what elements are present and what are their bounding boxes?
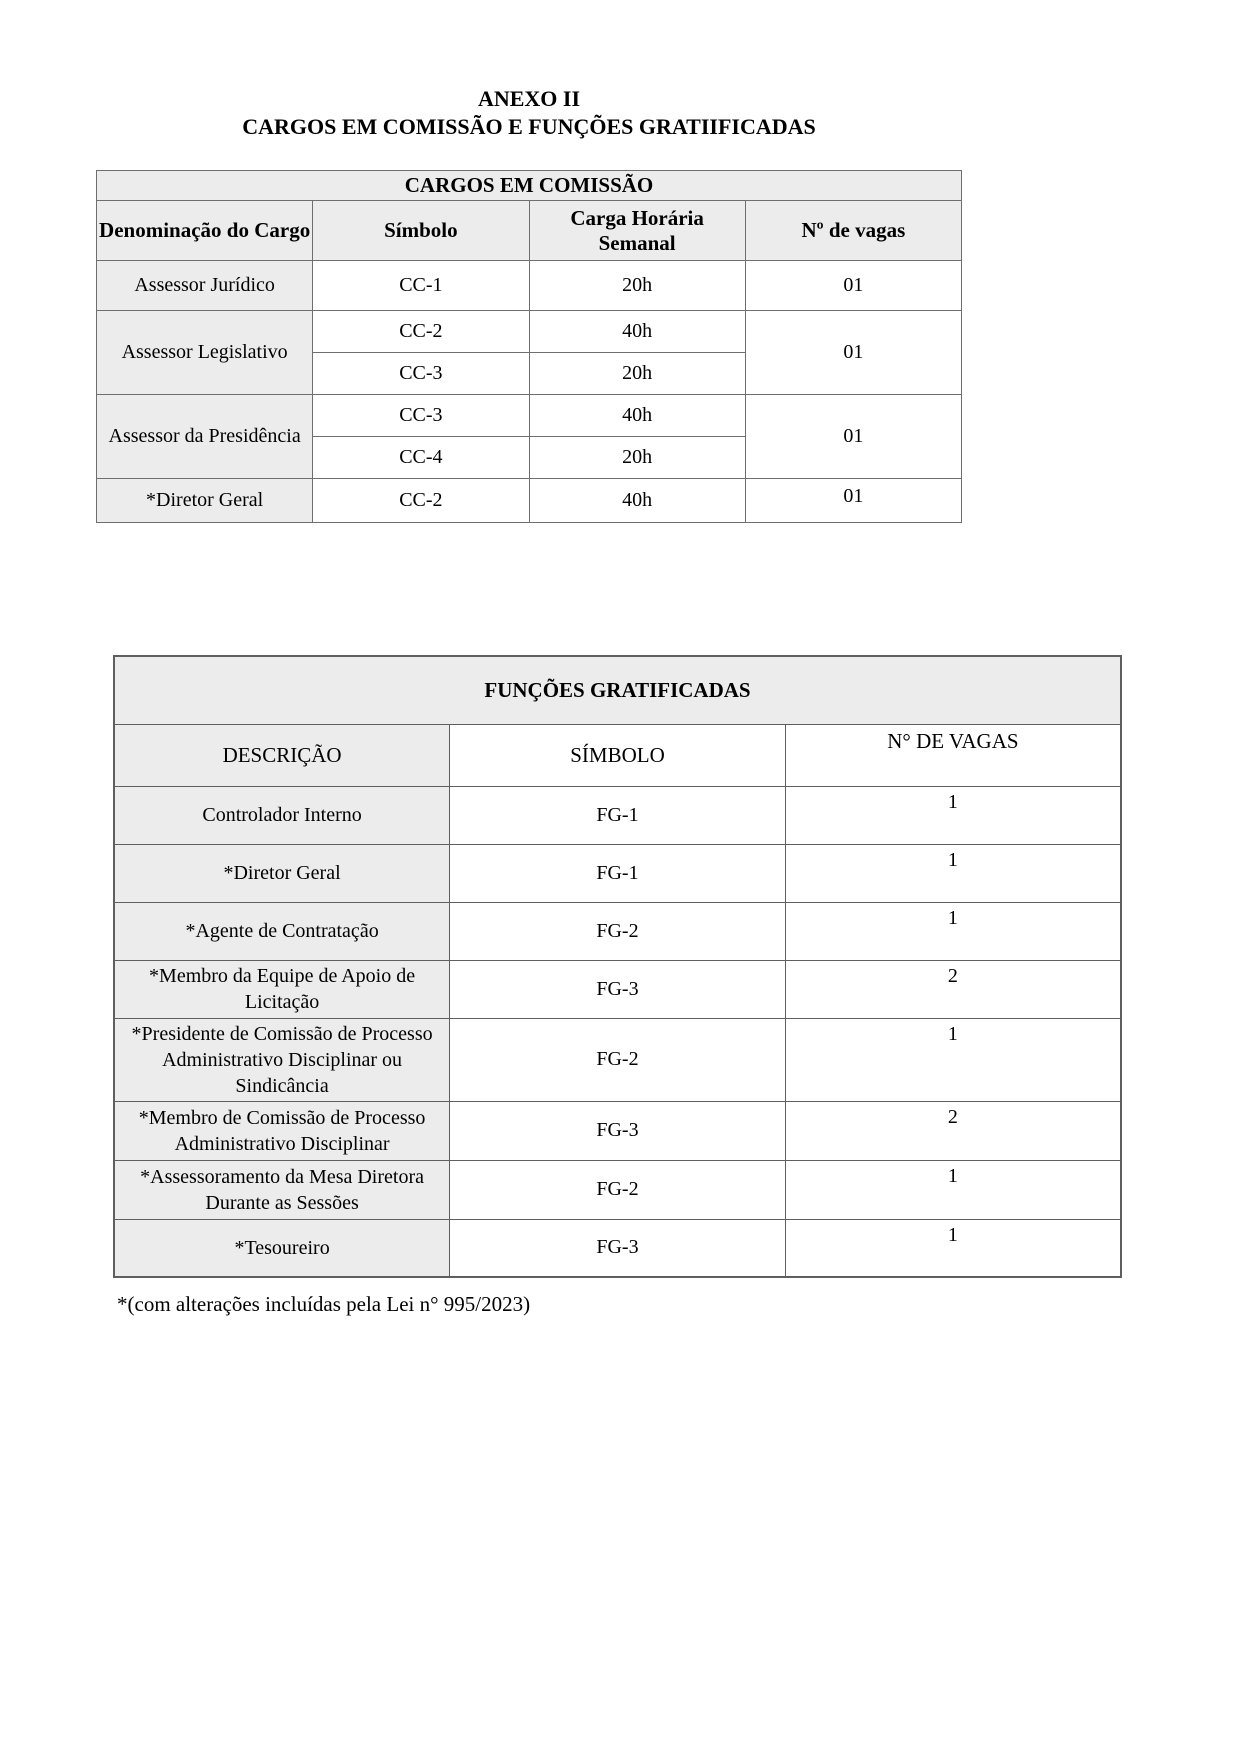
- simbolo-cell: FG-1: [450, 786, 786, 844]
- table-row: [97, 395, 962, 437]
- col-header-vagas: N° DE VAGAS: [785, 724, 1121, 786]
- vagas-cell: 01: [745, 311, 961, 395]
- descricao-cell: *Membro de Comissão de Processo Administrativo Disciplinar: [114, 1101, 450, 1160]
- vagas-cell: 01: [745, 395, 961, 479]
- table-header-row: [97, 201, 962, 261]
- vagas-cell: 1: [785, 902, 1121, 960]
- table-row: [97, 311, 962, 353]
- vagas-cell: 1: [785, 844, 1121, 902]
- footnote: *(com alterações incluídas pela Lei n° 995/2023): [117, 1292, 531, 1316]
- carga-cell: 40h: [529, 311, 745, 353]
- table-row: [114, 960, 1121, 1018]
- vagas-cell: 01: [745, 479, 961, 523]
- cargo-cell: Assessor Jurídico: [97, 261, 313, 311]
- simbolo-cell: FG-1: [450, 844, 786, 902]
- carga-cell: 40h: [529, 395, 745, 437]
- simbolo-cell: CC-1: [313, 261, 529, 311]
- cargo-cell: *Diretor Geral: [97, 479, 313, 523]
- descricao-cell: *Tesoureiro: [114, 1219, 450, 1277]
- table-row: [114, 844, 1121, 902]
- vagas-cell: 2: [785, 1101, 1121, 1160]
- vagas-cell: 1: [785, 786, 1121, 844]
- simbolo-cell: FG-3: [450, 960, 786, 1018]
- vagas-cell: 01: [745, 261, 961, 311]
- table-row: [97, 479, 962, 523]
- simbolo-cell: FG-3: [450, 1219, 786, 1277]
- document-title: [96, 85, 962, 140]
- col-header-vagas: Nº de vagas: [745, 201, 961, 261]
- vagas-cell: 1: [785, 1219, 1121, 1277]
- table-header-row: [114, 724, 1121, 786]
- title-line-1: ANEXO II: [477, 86, 581, 111]
- col-header-simbolo: SÍMBOLO: [450, 724, 786, 786]
- carga-cell: 20h: [529, 437, 745, 479]
- carga-cell: 20h: [529, 353, 745, 395]
- simbolo-cell: CC-3: [313, 353, 529, 395]
- col-header-denominacao: Denominação do Cargo: [97, 201, 313, 261]
- cargo-cell: Assessor Legislativo: [97, 311, 313, 395]
- col-header-carga-horaria: Carga Horária Semanal: [529, 201, 745, 261]
- vagas-cell: 1: [785, 1018, 1121, 1101]
- vagas-cell: 2: [785, 960, 1121, 1018]
- funcoes-gratificadas-table: [113, 655, 1122, 1278]
- descricao-cell: Controlador Interno: [114, 786, 450, 844]
- descricao-cell: *Diretor Geral: [114, 844, 450, 902]
- table-title-row: [97, 171, 962, 201]
- simbolo-cell: CC-2: [313, 479, 529, 523]
- descricao-cell: *Presidente de Comissão de Processo Administrativo Disciplinar ou Sindicância: [114, 1018, 450, 1101]
- carga-cell: 40h: [529, 479, 745, 523]
- simbolo-cell: CC-2: [313, 311, 529, 353]
- carga-cell: 20h: [529, 261, 745, 311]
- table-row: [114, 1219, 1121, 1277]
- cargos-em-comissao-table: [96, 170, 962, 523]
- table-row: [114, 786, 1121, 844]
- title-line-2: CARGOS EM COMISSÃO E FUNÇÕES GRATIIFICADAS: [242, 113, 816, 139]
- col-header-simbolo: Símbolo: [313, 201, 529, 261]
- table-title-row: [114, 656, 1121, 724]
- descricao-cell: *Agente de Contratação: [114, 902, 450, 960]
- col-header-descricao: DESCRIÇÃO: [114, 724, 450, 786]
- table-title: FUNÇÕES GRATIFICADAS: [114, 656, 1121, 724]
- table-title: CARGOS EM COMISSÃO: [97, 171, 962, 201]
- simbolo-cell: CC-3: [313, 395, 529, 437]
- table-row: [114, 1101, 1121, 1160]
- descricao-cell: *Membro da Equipe de Apoio de Licitação: [114, 960, 450, 1018]
- table-row: [114, 902, 1121, 960]
- simbolo-cell: FG-3: [450, 1101, 786, 1160]
- simbolo-cell: FG-2: [450, 1018, 786, 1101]
- simbolo-cell: FG-2: [450, 902, 786, 960]
- table-row: [114, 1160, 1121, 1219]
- simbolo-cell: CC-4: [313, 437, 529, 479]
- cargo-cell: Assessor da Presidência: [97, 395, 313, 479]
- descricao-cell: *Assessoramento da Mesa Diretora Durante as Sessões: [114, 1160, 450, 1219]
- simbolo-cell: FG-2: [450, 1160, 786, 1219]
- table-row: [114, 1018, 1121, 1101]
- vagas-cell: 1: [785, 1160, 1121, 1219]
- table-row: [97, 261, 962, 311]
